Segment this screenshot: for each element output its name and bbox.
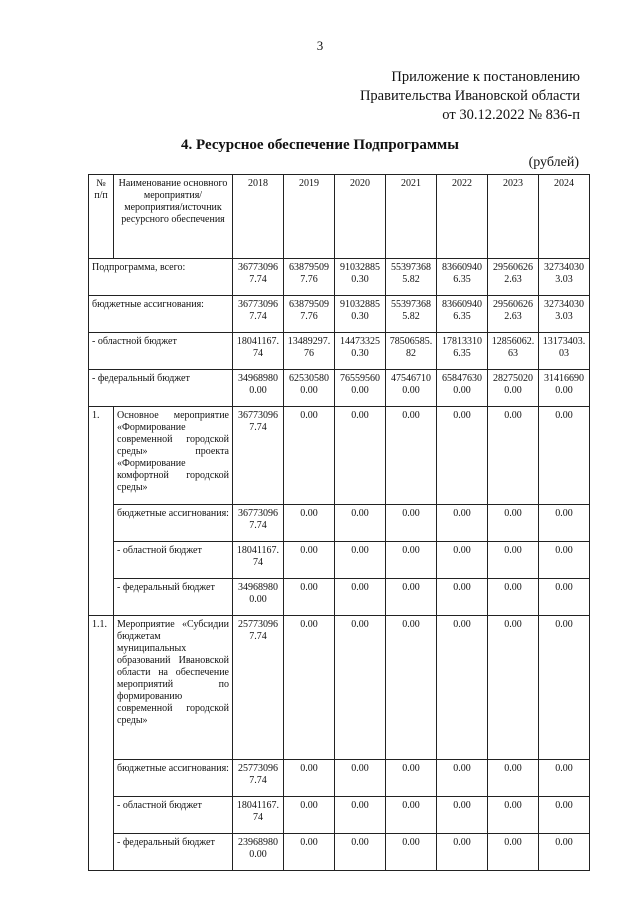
measure-subrow — [89, 834, 590, 871]
value-cell: 0.00 — [335, 834, 386, 871]
measure-subrow — [89, 760, 590, 797]
value-cell: 0.00 — [284, 407, 335, 505]
value-cell: 367730967.74 — [233, 505, 284, 542]
measure-subrow — [89, 505, 590, 542]
measure-name: Основное мероприятие «Формирование современной городской среды» проекта «Формирование комфортной городской среды» — [114, 407, 233, 505]
measure-number: 1.1. — [89, 616, 114, 871]
header-name: Наименование основного мероприятия/ мероприятия/источник ресурсного обеспечения — [114, 175, 233, 259]
measure-name: Мероприятие «Субсидии бюджетам муниципальных образований Ивановской области на обеспечение мероприятий по формированию современной городской среды» — [114, 616, 233, 760]
value-cell: 239689800.00 — [233, 834, 284, 871]
value-cell: 0.00 — [539, 760, 590, 797]
value-cell: 18041167.74 — [233, 542, 284, 579]
value-cell: 0.00 — [284, 797, 335, 834]
measure-row — [89, 616, 590, 760]
value-cell: 910328850.30 — [335, 259, 386, 296]
value-cell: 0.00 — [488, 834, 539, 871]
header-num: № п/п — [89, 175, 114, 259]
summary-row-label: - федеральный бюджет — [89, 370, 233, 407]
summary-row — [89, 296, 590, 333]
summary-row-label: бюджетные ассигнования: — [89, 296, 233, 333]
value-cell: 0.00 — [335, 616, 386, 760]
value-cell: 0.00 — [488, 797, 539, 834]
value-cell: 0.00 — [437, 542, 488, 579]
value-cell: 0.00 — [488, 760, 539, 797]
value-cell: 638795097.76 — [284, 259, 335, 296]
value-cell: 553973685.82 — [386, 296, 437, 333]
value-cell: 18041167.74 — [233, 797, 284, 834]
value-cell: 0.00 — [386, 760, 437, 797]
value-cell: 0.00 — [386, 579, 437, 616]
header-year: 2018 — [233, 175, 284, 259]
subrow-label: бюджетные ассигнования: — [114, 505, 233, 542]
subrow-label: бюджетные ассигнования: — [114, 760, 233, 797]
measure-row — [89, 407, 590, 505]
value-cell: 0.00 — [335, 579, 386, 616]
summary-row — [89, 259, 590, 296]
value-cell: 0.00 — [284, 542, 335, 579]
value-cell: 0.00 — [539, 797, 590, 834]
value-cell: 367730967.74 — [233, 296, 284, 333]
value-cell: 13489297.76 — [284, 333, 335, 370]
header-year: 2024 — [539, 175, 590, 259]
value-cell: 0.00 — [284, 616, 335, 760]
value-cell: 0.00 — [335, 760, 386, 797]
value-cell: 765595600.00 — [335, 370, 386, 407]
value-cell: 658476300.00 — [437, 370, 488, 407]
value-cell: 367730967.74 — [233, 407, 284, 505]
value-cell: 0.00 — [284, 505, 335, 542]
value-cell: 0.00 — [335, 407, 386, 505]
value-cell: 0.00 — [539, 542, 590, 579]
summary-row — [89, 333, 590, 370]
value-cell: 78506585.82 — [386, 333, 437, 370]
value-cell: 0.00 — [284, 760, 335, 797]
table-header-row — [89, 175, 590, 259]
value-cell: 257730967.74 — [233, 616, 284, 760]
header-year: 2023 — [488, 175, 539, 259]
value-cell: 0.00 — [437, 760, 488, 797]
value-cell: 13173403.03 — [539, 333, 590, 370]
header-year: 2020 — [335, 175, 386, 259]
value-cell: 327340303.03 — [539, 259, 590, 296]
value-cell: 349689800.00 — [233, 579, 284, 616]
subrow-label: - федеральный бюджет — [114, 579, 233, 616]
value-cell: 0.00 — [539, 579, 590, 616]
value-cell: 0.00 — [386, 797, 437, 834]
value-cell: 18041167.74 — [233, 333, 284, 370]
summary-row-label: Подпрограмма, всего: — [89, 259, 233, 296]
subrow-label: - областной бюджет — [114, 797, 233, 834]
header-line-2: Правительства Ивановской области — [359, 88, 580, 104]
value-cell: 349689800.00 — [233, 370, 284, 407]
value-cell: 475467100.00 — [386, 370, 437, 407]
value-cell: 638795097.76 — [284, 296, 335, 333]
resource-table — [88, 174, 590, 871]
value-cell: 257730967.74 — [233, 760, 284, 797]
value-cell: 0.00 — [539, 616, 590, 760]
header-line-1: Приложение к постановлению — [391, 69, 580, 85]
value-cell: 12856062.63 — [488, 333, 539, 370]
measure-number: 1. — [89, 407, 114, 616]
value-cell: 295606262.63 — [488, 296, 539, 333]
value-cell: 836609406.35 — [437, 259, 488, 296]
value-cell: 0.00 — [386, 407, 437, 505]
header-line-3: от 30.12.2022 № 836-п — [442, 107, 580, 123]
value-cell: 0.00 — [335, 797, 386, 834]
value-cell: 314166900.00 — [539, 370, 590, 407]
value-cell: 144733250.30 — [335, 333, 386, 370]
value-cell: 0.00 — [437, 407, 488, 505]
value-cell: 0.00 — [488, 407, 539, 505]
value-cell: 0.00 — [386, 616, 437, 760]
subrow-label: - федеральный бюджет — [114, 834, 233, 871]
value-cell: 0.00 — [539, 834, 590, 871]
page-number: 3 — [316, 38, 324, 53]
value-cell: 0.00 — [386, 505, 437, 542]
header-year: 2019 — [284, 175, 335, 259]
summary-row-label: - областной бюджет — [89, 333, 233, 370]
value-cell: 178133106.35 — [437, 333, 488, 370]
value-cell: 0.00 — [539, 407, 590, 505]
summary-row — [89, 370, 590, 407]
value-cell: 553973685.82 — [386, 259, 437, 296]
measure-subrow — [89, 797, 590, 834]
value-cell: 625305800.00 — [284, 370, 335, 407]
value-cell: 0.00 — [437, 616, 488, 760]
value-cell: 295606262.63 — [488, 259, 539, 296]
value-cell: 0.00 — [437, 834, 488, 871]
value-cell: 0.00 — [437, 579, 488, 616]
value-cell: 0.00 — [488, 542, 539, 579]
value-cell: 0.00 — [386, 542, 437, 579]
document-header — [360, 68, 580, 125]
value-cell: 327340303.03 — [539, 296, 590, 333]
value-cell: 282750200.00 — [488, 370, 539, 407]
value-cell: 0.00 — [284, 834, 335, 871]
measure-subrow — [89, 579, 590, 616]
value-cell: 0.00 — [488, 505, 539, 542]
header-year: 2022 — [437, 175, 488, 259]
value-cell: 0.00 — [284, 579, 335, 616]
value-cell: 836609406.35 — [437, 296, 488, 333]
value-cell: 367730967.74 — [233, 259, 284, 296]
section-title: 4. Ресурсное обеспечение Подпрограммы — [181, 137, 459, 153]
value-cell: 0.00 — [539, 505, 590, 542]
value-cell: 0.00 — [335, 505, 386, 542]
value-cell: 0.00 — [437, 797, 488, 834]
value-cell: 0.00 — [335, 542, 386, 579]
measure-subrow — [89, 542, 590, 579]
value-cell: 0.00 — [488, 616, 539, 760]
value-cell: 0.00 — [488, 579, 539, 616]
value-cell: 910328850.30 — [335, 296, 386, 333]
header-year: 2021 — [386, 175, 437, 259]
value-cell: 0.00 — [386, 834, 437, 871]
units-label: (рублей) — [528, 155, 579, 170]
value-cell: 0.00 — [437, 505, 488, 542]
subrow-label: - областной бюджет — [114, 542, 233, 579]
